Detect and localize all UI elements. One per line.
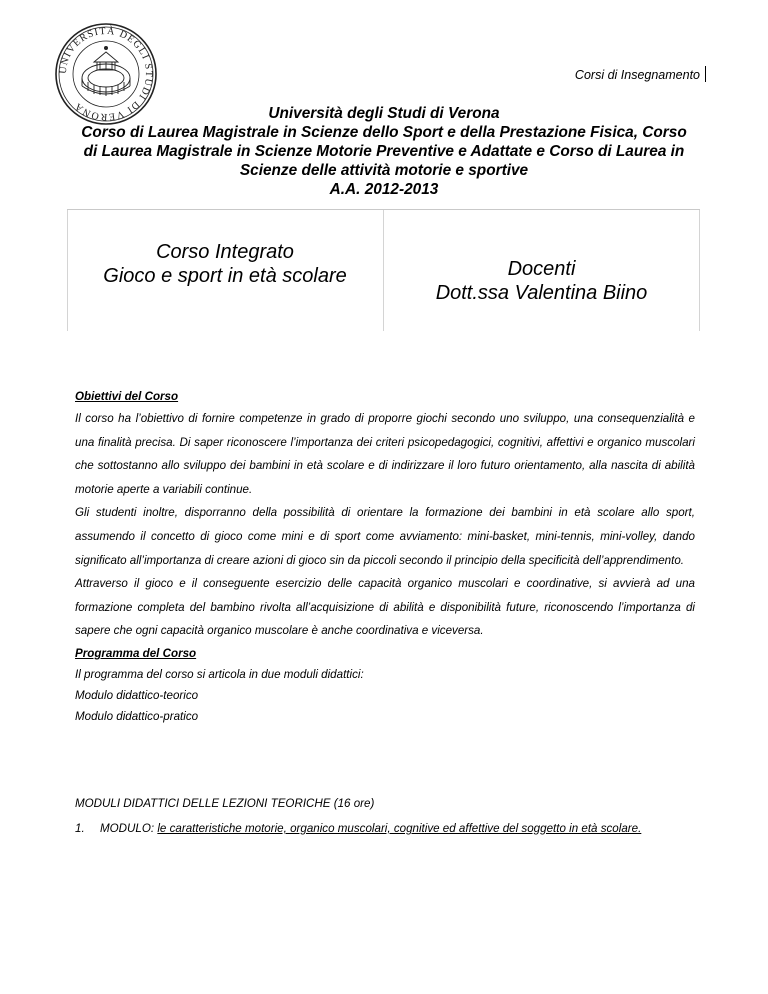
title-line: Corso di Laurea Magistrale in Scienze dello Sport e della Prestazione Fisica, Corso <box>81 124 687 141</box>
document-body <box>75 386 695 840</box>
teacher-name: Dott.ssa Valentina Biino <box>435 282 648 304</box>
header-divider <box>705 66 706 82</box>
program-heading: Programma del Corso <box>75 646 197 660</box>
program-module: Modulo didattico-teorico <box>75 688 199 702</box>
title-line: Università degli Studi di Verona <box>268 105 500 122</box>
document-title <box>60 104 708 199</box>
objectives-heading: Obiettivi del Corso <box>75 390 179 403</box>
teacher-heading: Docenti <box>507 258 576 280</box>
list-item-number: 1. <box>75 821 85 835</box>
title-line: di Laurea Magistrale in Scienze Motorie Preventive e Adattate e Corso di Laurea in <box>83 143 685 160</box>
program-intro: Il programma del corso si articola in due moduli didattici: <box>75 667 364 681</box>
teacher-cell <box>383 257 700 305</box>
lessons-heading: MODULI DIDATTICI DELLE LEZIONI TEORICHE (16 ore) <box>75 796 375 810</box>
course-info-table <box>67 209 700 331</box>
list-item <box>75 817 695 840</box>
course-name: Gioco e sport in età scolare <box>103 265 347 287</box>
title-line: A.A. 2012-2013 <box>329 181 439 198</box>
objectives-paragraph: Gli studenti inoltre, disporranno della possibilità di orientare la formazione dei bambini in età scolare allo sport, assumendo il concetto di gioco come mini e di sport come avviamento: mini-basket, mini-tennis, mini-volley, dando significato all’importanza di creare azioni di gioco sin da piccoli secondo il principio della specificità dell’apprendimento. <box>75 506 695 567</box>
svg-text:UNIVERSITÀ DEGLI STUDI DI VERO: UNIVERSITÀ DEGLI STUDI DI VERONA <box>57 25 155 123</box>
blank-space <box>75 727 695 793</box>
objectives-paragraph: Attraverso il gioco e il conseguente esercizio delle capacità organico muscolari e coordinative, si avvierà ad una formazione completa del bambino rivolta all’acquisizione di abilità e disponibilità future, riconoscendo l’importanza di sapere che ogni capacità organico muscolare è anche coordinativa e viceversa. <box>75 577 695 638</box>
list-item-topic: le caratteristiche motorie, organico muscolari, cognitive ed affettive del soggetto in età scolare. <box>157 821 642 835</box>
list-item-label: MODULO: <box>100 821 158 835</box>
document-header-label <box>575 66 706 82</box>
course-type: Corso Integrato <box>156 241 294 263</box>
objectives-paragraph: Il corso ha l’obiettivo di fornire competenze in grado di proporre giochi secondo uno sviluppo, una consequenzialità e una finalità precisa. Di saper riconoscere l’importanza dei criteri psicopedagogici, cognitivi, affettivi e organico muscolari che sottostanno allo sviluppo dei bambini in età scolare e di indirizzare il loro futuro orientamento, alla nascita di abilità motorie aperte a variabili continue. <box>75 412 695 496</box>
course-name-cell <box>67 240 383 288</box>
program-module: Modulo didattico-pratico <box>75 709 199 723</box>
title-line: Scienze delle attività motorie e sportive <box>239 162 529 179</box>
header-label-text: Corsi di Insegnamento <box>574 68 700 82</box>
